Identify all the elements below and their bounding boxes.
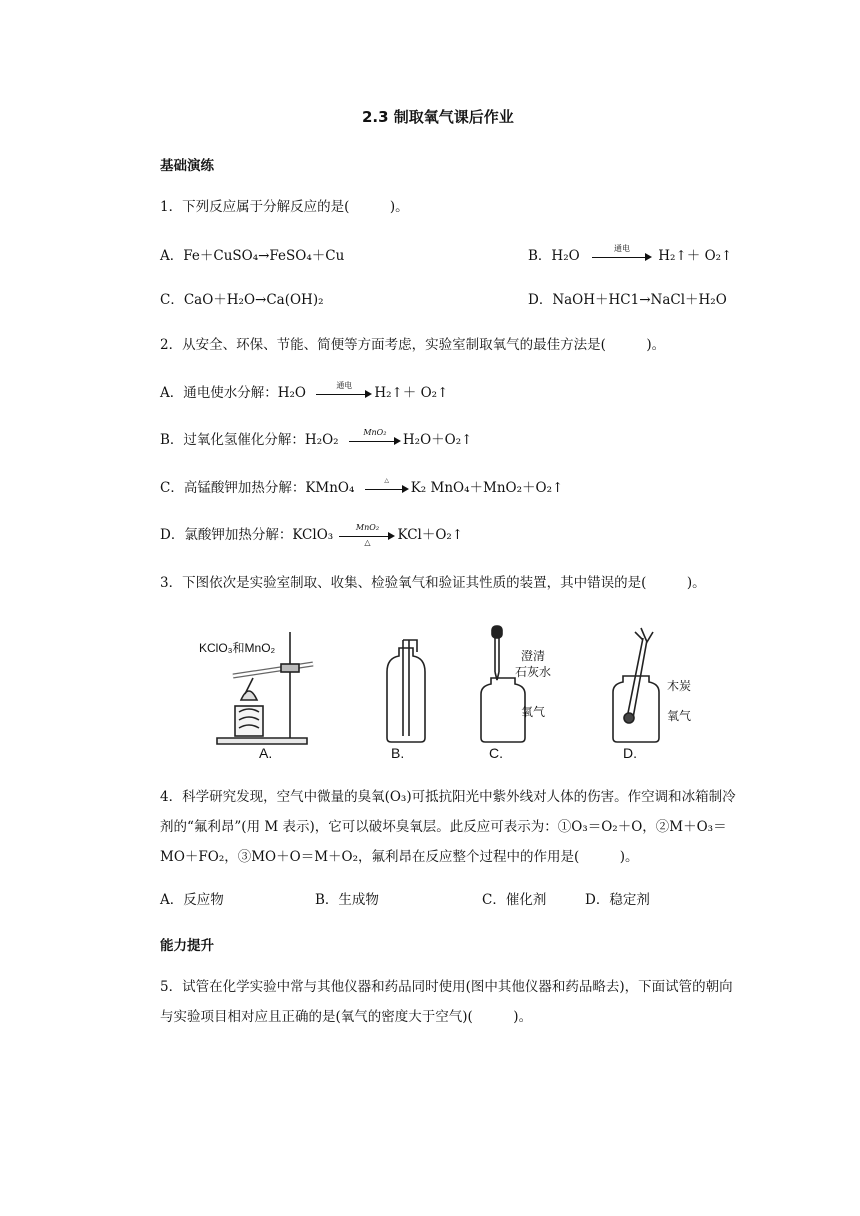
q2-a-right: H₂↑＋ O₂↑ bbox=[374, 385, 449, 401]
q2-a-condition: 通电 bbox=[336, 380, 353, 390]
q2-d-condition-bottom: △ bbox=[364, 537, 371, 547]
q1-b-label: B．H₂O bbox=[528, 248, 580, 264]
q1-b-condition: 通电 bbox=[613, 243, 630, 253]
q2-b-right: H₂O＋O₂↑ bbox=[402, 432, 473, 448]
q2-option-a bbox=[160, 380, 449, 404]
q1-option-a bbox=[160, 246, 344, 266]
q2-option-d bbox=[160, 522, 464, 547]
q2-d-right: KCl＋O₂↑ bbox=[397, 527, 464, 543]
fig-caption-c: C. bbox=[489, 745, 503, 760]
fig-d-label-oxygen: 氧气 bbox=[667, 709, 692, 723]
fig-c-label-limewater: 石灰水 bbox=[515, 665, 552, 679]
q2-b-reaction-arrow bbox=[349, 427, 401, 451]
q2-b-left: B．过氧化氢催化分解：H₂O₂ bbox=[160, 432, 339, 448]
fig-d-apparatus bbox=[613, 628, 659, 742]
page-title: 2.3 制取氧气课后作业 bbox=[362, 108, 514, 126]
q2-c-right: K₂ MnO₄＋MnO₂＋O₂↑ bbox=[410, 480, 564, 496]
section-basic: 基础演练 bbox=[160, 158, 214, 174]
fig-c-label-clear: 澄清 bbox=[521, 649, 546, 663]
q2-d-reaction-arrow bbox=[339, 522, 395, 547]
fig-b-apparatus bbox=[387, 640, 425, 742]
fig-caption-a: A. bbox=[259, 745, 273, 760]
q2-stem: 2．从安全、环保、节能、简便等方面考虑，实验室制取氧气的最佳方法是( )。 bbox=[160, 337, 666, 353]
q4-option-d: D．稳定剂 bbox=[585, 892, 650, 908]
q2-d-left: D．氯酸钾加热分解：KClO₃ bbox=[160, 527, 334, 543]
q1-option-b bbox=[528, 243, 733, 267]
q3-apparatus-figures bbox=[195, 620, 735, 760]
q4-stem: 4．科学研究发现，空气中微量的臭氧(O₃)可抵抗阳光中紫外线对人体的伤害。作空调和冰箱制冷剂的“氟利昂”(用 M 表示)，它可以破坏臭氧层。此反应可表示为：①O₃＝O₂＋O，②M＋O₃＝MO＋FO₂，③MO＋O＝M＋O₂，氟利昂在反应整个过程中的作用是( )。 bbox=[160, 789, 736, 865]
q2-a-left: A．通电使水分解：H₂O bbox=[160, 385, 307, 401]
q2-c-condition: △ bbox=[384, 476, 390, 484]
q2-b-condition: MnO₂ bbox=[363, 427, 387, 437]
q4-option-c: C．催化剂 bbox=[482, 892, 547, 908]
q1-option-d: D．NaOH＋HC1→NaCl＋H₂O bbox=[528, 292, 727, 308]
fig-c-apparatus bbox=[481, 626, 525, 742]
fig-d-label-charcoal: 木炭 bbox=[667, 679, 692, 693]
q1-option-c: C．CaO＋H₂O→Ca(OH)₂ bbox=[160, 292, 324, 308]
q4-option-b: B．生成物 bbox=[315, 892, 379, 908]
apparatus-drawings bbox=[195, 620, 735, 760]
q3-stem: 3．下图依次是实验室制取、收集、检验氧气和验证其性质的装置，其中错误的是( )。 bbox=[160, 575, 706, 591]
fig-c-label-oxygen: 氧气 bbox=[521, 705, 546, 719]
q1-b-reaction-arrow bbox=[592, 243, 652, 267]
section-advanced: 能力提升 bbox=[160, 938, 214, 954]
q2-option-b bbox=[160, 427, 473, 451]
fig-caption-b: B. bbox=[391, 745, 405, 760]
q4-option-a: A．反应物 bbox=[160, 892, 224, 908]
q1-b-products: H₂↑＋ O₂↑ bbox=[658, 248, 733, 264]
fig-a-reagent-label: KClO₃和MnO₂ bbox=[199, 641, 276, 655]
fig-caption-d: D. bbox=[623, 745, 637, 760]
q1-stem: 1．下列反应属于分解反应的是( )。 bbox=[160, 199, 409, 215]
q2-a-reaction-arrow bbox=[316, 380, 372, 404]
q2-c-reaction-arrow bbox=[365, 476, 409, 499]
q1-a-text: Fe＋CuSO₄→FeSO₄＋Cu bbox=[183, 248, 345, 264]
q1-a-label: A． bbox=[160, 248, 184, 264]
q5-stem: 5．试管在化学实验中常与其他仪器和药品同时使用(图中其他仪器和药品略去)，下面试管的朝向与实验项目相对应且正确的是(氧气的密度大于空气)( )。 bbox=[160, 979, 733, 1025]
q2-c-left: C．高锰酸钾加热分解：KMnO₄ bbox=[160, 480, 355, 496]
q2-d-condition-top: MnO₂ bbox=[355, 522, 380, 532]
q2-option-c bbox=[160, 478, 563, 499]
